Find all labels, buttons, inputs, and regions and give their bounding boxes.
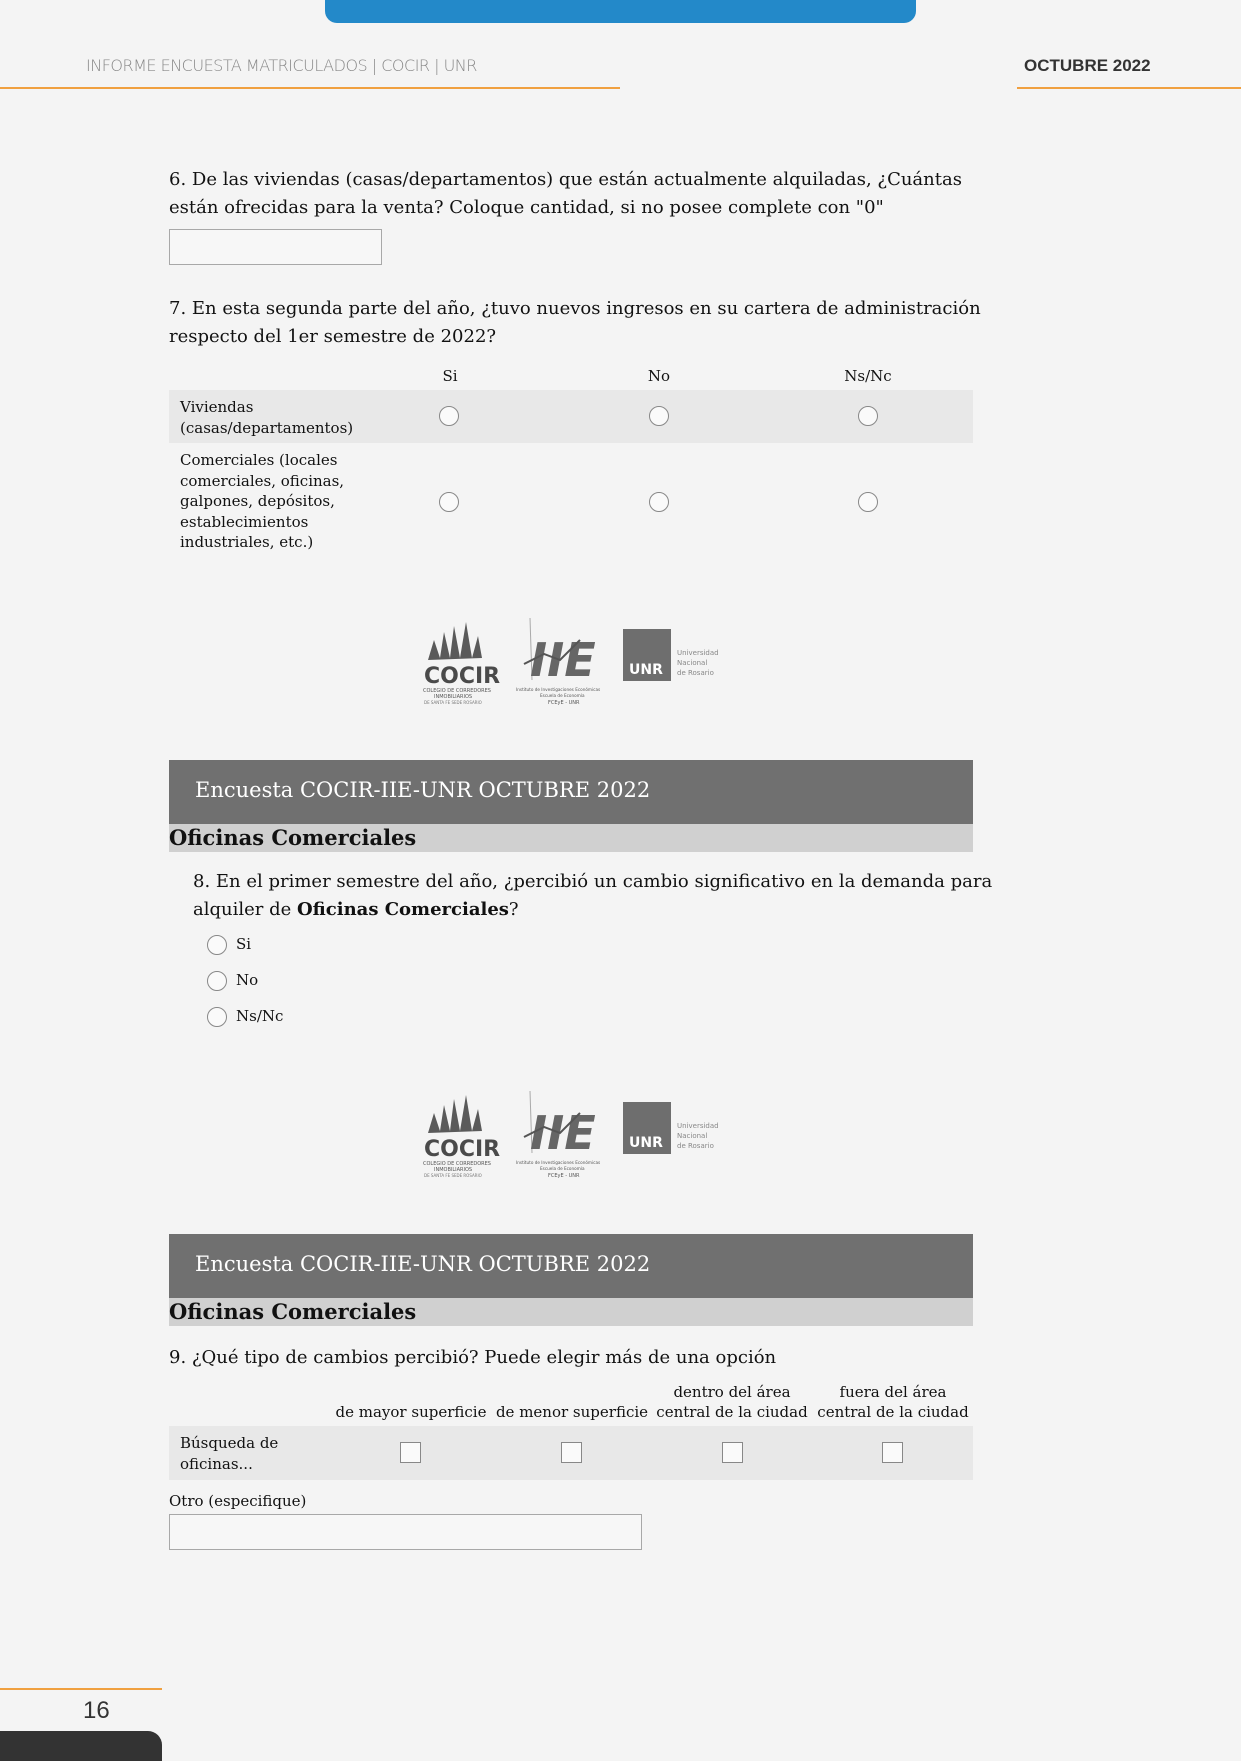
iie-wordmark: IIE: [530, 633, 596, 687]
unr-wordmark: UNR: [629, 662, 663, 678]
footer-tab: [0, 1731, 162, 1761]
survey-banner-2: [169, 1234, 973, 1298]
q9-col3-line1: dentro del área: [673, 1383, 791, 1401]
section-subtitle: Oficinas Comerciales: [169, 825, 417, 850]
cocir-sub2: INMOBILIARIOS: [434, 694, 473, 700]
q7-col-nsnc: Ns/Nc: [844, 367, 892, 385]
q7-comerciales-si-radio[interactable]: [439, 492, 459, 512]
cocir-sub3-2: DE SANTA FE SEDE ROSARIO: [424, 1173, 482, 1178]
q8-option-si-label: Si: [236, 935, 252, 953]
q7-text: [169, 295, 981, 351]
q9-col2-line2: de menor superficie: [495, 1403, 649, 1421]
iie-logo-2: [516, 1091, 600, 1179]
unr-sub3: de Rosario: [677, 669, 714, 677]
iie-sub3: FCEyE - UNR: [548, 700, 580, 706]
q9-other-input[interactable]: [169, 1514, 642, 1550]
q7-col-si: Si: [442, 367, 458, 385]
page-number: 16: [83, 1697, 110, 1724]
survey-banner-title: Encuesta COCIR-IIE-UNR OCTUBRE 2022: [195, 778, 651, 802]
q9-col2-line1: [492, 1382, 652, 1402]
q7-row2-label-line4: establecimientos: [180, 512, 309, 531]
q7-row-label-comerciales: [180, 450, 344, 553]
q9-text: 9. ¿Qué tipo de cambios percibió? Puede elegir más de una opción: [169, 1347, 777, 1368]
q7-row1-label-line2: (casas/departamentos): [180, 418, 354, 437]
survey-banner-title-2: Encuesta COCIR-IIE-UNR OCTUBRE 2022: [195, 1252, 651, 1276]
q8-option-si-radio[interactable]: [207, 935, 227, 955]
cocir-wordmark-2: COCIR: [424, 1137, 501, 1162]
q9-row-label-line2: oficinas...: [180, 1454, 253, 1473]
q6-quantity-input[interactable]: [169, 229, 382, 265]
q9-col-fuera: [813, 1382, 973, 1422]
report-title: INFORME ENCUESTA MATRICULADOS | COCIR | UNR: [86, 56, 477, 75]
q9-col1-line1: [331, 1382, 491, 1402]
cocir-logo-2: [423, 1095, 500, 1178]
q6-line-2: están ofrecidas para la venta? Coloque cantidad, si no posee complete con "0": [169, 197, 884, 218]
q7-comerciales-no-radio[interactable]: [649, 492, 669, 512]
q7-viviendas-si-radio[interactable]: [439, 406, 459, 426]
unr-sub1: Universidad: [677, 649, 719, 657]
iie-sub1-2: Instituto de Investigaciones Económicas: [516, 1160, 601, 1165]
q8-option-nsnc-label: Ns/Nc: [236, 1007, 284, 1025]
q7-line-2: respecto del 1er semestre de 2022?: [169, 326, 497, 347]
q8-line2-post: ?: [508, 899, 519, 920]
iie-sub2-2: Escuela de Economía: [540, 1166, 585, 1171]
q9-col-menor: [492, 1382, 652, 1422]
q9-menor-superficie-checkbox[interactable]: [561, 1442, 582, 1463]
iie-sub1: Instituto de Investigaciones Económicas: [516, 687, 601, 692]
section-subtitle-bar-2: [169, 1298, 973, 1326]
q7-row-label-viviendas: [180, 397, 353, 438]
unr-logo: [623, 629, 719, 681]
q7-comerciales-nsnc-radio[interactable]: [858, 492, 878, 512]
q9-col4-line2: central de la ciudad: [817, 1403, 969, 1421]
cocir-sub3: DE SANTA FE SEDE ROSARIO: [424, 700, 482, 705]
q7-col-no: No: [647, 367, 671, 385]
q7-viviendas-no-radio[interactable]: [649, 406, 669, 426]
q7-row1-label-line1: Viviendas: [180, 398, 254, 416]
cocir-sub1: COLEGIO DE CORREDORES: [423, 688, 491, 694]
q9-col1-line2: de mayor superficie: [335, 1403, 487, 1421]
cocir-logo: [423, 622, 500, 705]
logos-graphic-2: [420, 1091, 730, 1185]
unr-logo-2: [623, 1102, 719, 1154]
survey-banner: [169, 760, 973, 824]
cocir-sub1-2: COLEGIO DE CORREDORES: [423, 1161, 491, 1167]
q6-text: [169, 166, 962, 222]
cocir-wordmark: COCIR: [424, 664, 501, 689]
header-divider-left: [0, 87, 620, 89]
q7-row2-label-line5: industriales, etc.): [180, 533, 314, 551]
unr-sub2: Nacional: [677, 659, 708, 667]
q8-line-1: 8. En el primer semestre del año, ¿percibió un cambio significativo en la demanda para: [193, 871, 993, 892]
q7-viviendas-nsnc-radio[interactable]: [858, 406, 878, 426]
q9-dentro-area-central-checkbox[interactable]: [722, 1442, 743, 1463]
iie-logo: [516, 618, 600, 706]
q8-option-no-radio[interactable]: [207, 971, 227, 991]
institution-logos: [420, 618, 730, 712]
q9-col3-line2: central de la ciudad: [656, 1403, 808, 1421]
q9-col-dentro: [652, 1382, 812, 1422]
q8-option-no-label: No: [236, 971, 259, 989]
q8-option-nsnc-radio[interactable]: [207, 1007, 227, 1027]
unr-sub3-2: de Rosario: [677, 1142, 714, 1150]
section-subtitle-bar: [169, 824, 973, 852]
cocir-sub2-2: INMOBILIARIOS: [434, 1167, 473, 1173]
q8-line2-bold: Oficinas Comerciales: [297, 899, 509, 920]
q9-row-label: [180, 1433, 278, 1474]
q7-row2-label-line1: Comerciales (locales: [180, 451, 338, 469]
q9-row-label-line1: Búsqueda de: [180, 1434, 279, 1452]
q9-col-mayor: [331, 1382, 491, 1422]
q9-col4-line1: fuera del área: [839, 1383, 947, 1401]
iie-sub3-2: FCEyE - UNR: [548, 1173, 580, 1179]
unr-sub2-2: Nacional: [677, 1132, 708, 1140]
section-subtitle-2: Oficinas Comerciales: [169, 1299, 417, 1324]
iie-sub2: Escuela de Economía: [540, 693, 585, 698]
q8-line2-pre: alquiler de: [193, 899, 297, 920]
q8-line-2: [193, 896, 992, 924]
q9-fuera-area-central-checkbox[interactable]: [882, 1442, 903, 1463]
header-top-tab: [325, 0, 916, 23]
header-divider-right: [1017, 87, 1241, 89]
q7-row2-label-line2: comerciales, oficinas,: [180, 471, 345, 490]
q9-other-label: Otro (especifique): [169, 1492, 307, 1510]
unr-sub1-2: Universidad: [677, 1122, 719, 1130]
q8-text: [193, 868, 992, 924]
q6-line-1: 6. De las viviendas (casas/departamentos) que están actualmente alquiladas, ¿Cuántas: [169, 169, 962, 190]
footer-divider: [0, 1688, 162, 1690]
q9-mayor-superficie-checkbox[interactable]: [400, 1442, 421, 1463]
report-date: OCTUBRE 2022: [1024, 56, 1151, 75]
logos-graphic: [420, 618, 730, 712]
iie-wordmark-2: IIE: [530, 1106, 596, 1160]
institution-logos-2: [420, 1091, 730, 1185]
unr-wordmark-2: UNR: [629, 1135, 663, 1151]
q7-line-1: 7. En esta segunda parte del año, ¿tuvo nuevos ingresos en su cartera de administración: [169, 298, 981, 319]
q7-row2-label-line3: galpones, depósitos,: [180, 492, 335, 510]
